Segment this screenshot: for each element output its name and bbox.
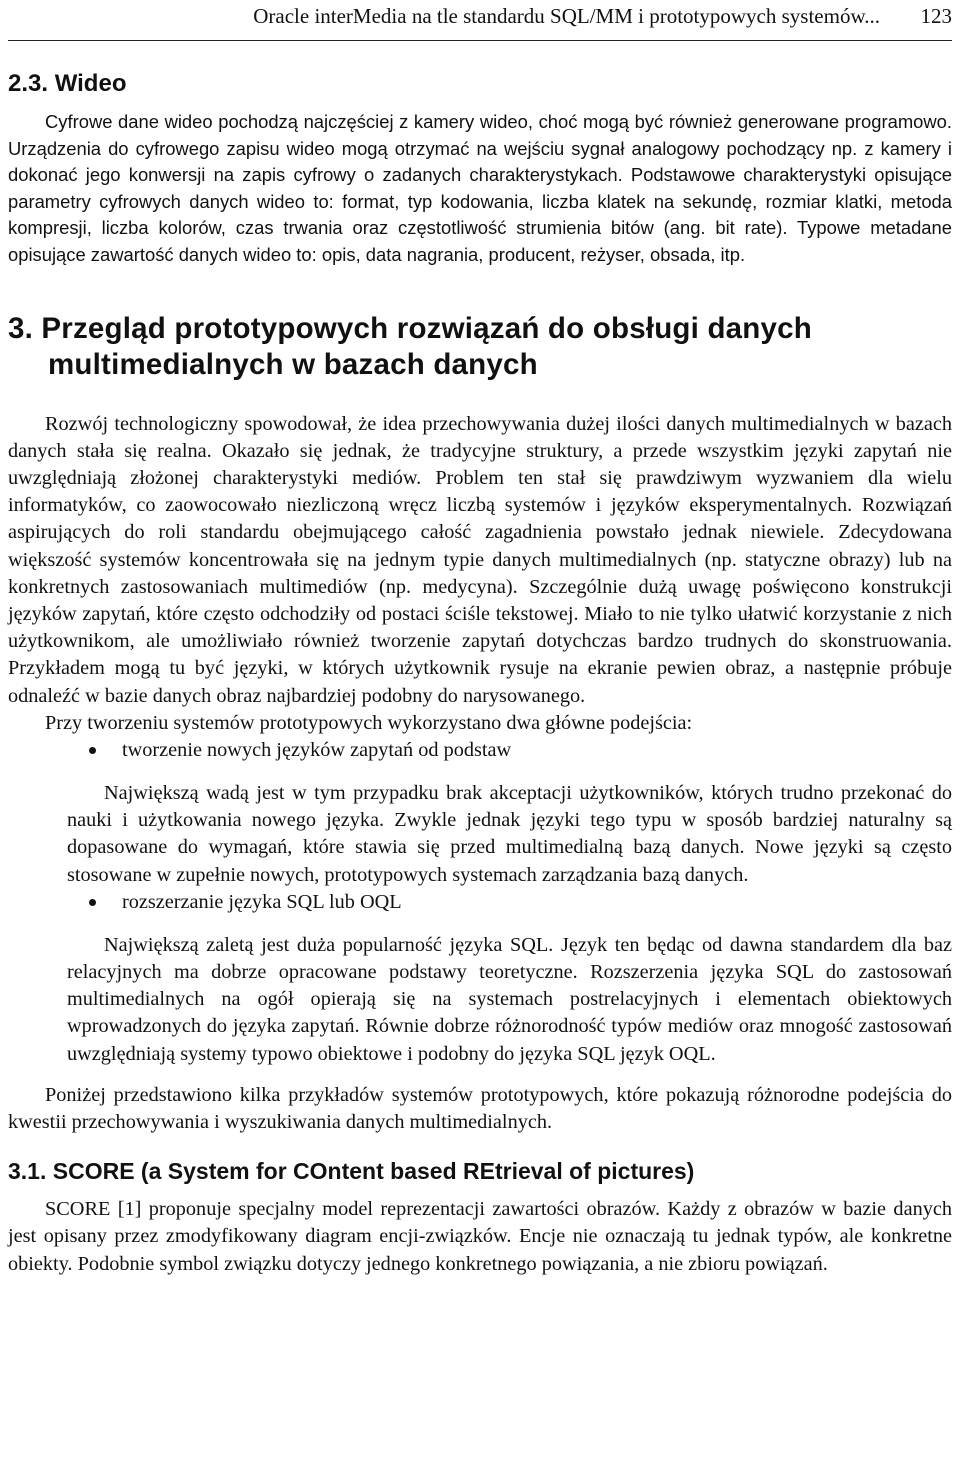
section-3-paragraph-1: Rozwój technologiczny spowodował, że idea przechowywania dużej ilości danych multimedialnych w bazach danych stała się realna. Okazało się jednak, że tradycyjne struktury, a przede wszystkim języki zapytań nie uwzględniają złożonej charakterystyki mediów. Problem ten stał się prawdziwym wyzwaniem dla wielu informatyków, co zaowocowało niezliczoną wręcz liczbą systemów i języków eksperymentalnych. Rozwiązań aspirujących do roli standardu obejmującego całość zagadnienia powstało jednak niewiele. Zdecydowana większość systemów koncentrowała się na jednym typie danych multimedialnych (np. statyczne obrazy) lub na konkretnych zastosowaniach multimediów (np. medycyna). Szczególnie dużą uwagę poświęcono konstrukcji języków zapytań, które często odchodziły od postaci ściśle tekstowej. Miało to nie tylko ułatwić korzystanie z nich użytkownikom, ale umożliwiało również tworzenie zapytań dotychczas bardzo trudnych do skonstruowania. Przykładem mogą tu być języki, w których użytkownik rysuje na ekranie pewien obraz, a następnie próbuje odnaleźć w bazie danych obraz najbardziej podobny do narysowanego.: [8, 412, 952, 707]
bullet-item-2-label: rozszerzanie języka SQL lub OQL: [122, 890, 402, 913]
bullet-item-1-text: Największą wadą jest w tym przypadku brak akceptacji użytkowników, których trudno przekonać do nauki i użytkowania nowego języka. Zwykle jednak języki tego typu w sposób bardziej naturalny są dopasowane do wymagań, które stawia się przed multimedialną bazą danych. Nowe języki są często stosowane w zupełnie nowych, prototypowych systemach zarządzania bazą danych.: [67, 782, 952, 886]
section-3-1-heading: 3.1. SCORE (a System for COntent based REtrieval of pictures): [8, 1158, 695, 1185]
section-3-paragraph-3: Poniżej przedstawiono kilka przykładów systemów prototypowych, które pokazują różnorodne podejścia do kwestii przechowywania i wyszukiwania danych multimedialnych.: [8, 1083, 952, 1134]
bullet-item-2-text: Największą zaletą jest duża popularność języka SQL. Język ten będąc od dawna standardem dla baz relacyjnych ma dobrze opracowane podstawy teoretyczne. Rozszerzenia języka SQL do zastosowań multimedialnych na ogół opierają się na systemach postrelacyjnych i elementach obiektowych wprowadzonych do języka zapytań. Równie dobrze różnorodność typów mediów oraz mnogość zastosowań uwzględniają systemy typowo obiektowe i podobny do języka SQL język OQL.: [67, 933, 952, 1065]
page-number: 123: [920, 4, 952, 28]
bullet-item-2: [8, 889, 952, 916]
running-header: [8, 0, 952, 41]
document-page: [8, 0, 952, 1278]
bullet-item-1-label: tworzenie nowych języków zapytań od podstaw: [122, 739, 512, 761]
bullet-dot-icon: [89, 899, 96, 906]
section-2-3-heading: 2.3. Wideo: [8, 70, 127, 97]
section-3-heading: 3. Przegląd prototypowych rozwiązań do obsługi danych multimedialnych w bazach danych: [8, 311, 812, 381]
section-3-1-paragraph: SCORE [1] proponuje specjalny model reprezentacji zawartości obrazów. Każdy z obrazów w bazie danych jest opisany przez zmodyfikowany diagram encji-związków. Encje nie oznaczają tu jednak typów, ale konkretne obiekty. Podobnie symbol związku dotyczy jednego konkretnego powiązania, a nie zbioru powiązań.: [8, 1198, 952, 1275]
bullet-dot-icon: [89, 747, 96, 754]
section-3-paragraph-2: Przy tworzeniu systemów prototypowych wykorzystano dwa główne podejścia:: [45, 711, 693, 734]
bullet-item-1: [8, 737, 952, 764]
running-header-title: Oracle interMedia na tle standardu SQL/MM i prototypowych systemów...: [253, 4, 880, 28]
section-2-3-paragraph: Cyfrowe dane wideo pochodzą najczęściej z kamery wideo, choć mogą być również generowane programowo. Urządzenia do cyfrowego zapisu wideo mogą otrzymać na wejściu sygnał analogowy pochodzący np. z kamery i dokonać jego konwersji na zapis cyfrowy o zadanych charakterystykach. Podstawowe charakterystyki opisujące parametry cyfrowych danych wideo to: format, typ kodowania, liczba klatek na sekundę, rozmiar klatki, metoda kompresji, liczba kolorów, czas trwania oraz częstotliwość strumienia bitów (ang. bit rate). Typowe metadane opisujące zawartość danych wideo to: opis, data nagrania, producent, reżyser, obsada, itp.: [8, 111, 952, 265]
